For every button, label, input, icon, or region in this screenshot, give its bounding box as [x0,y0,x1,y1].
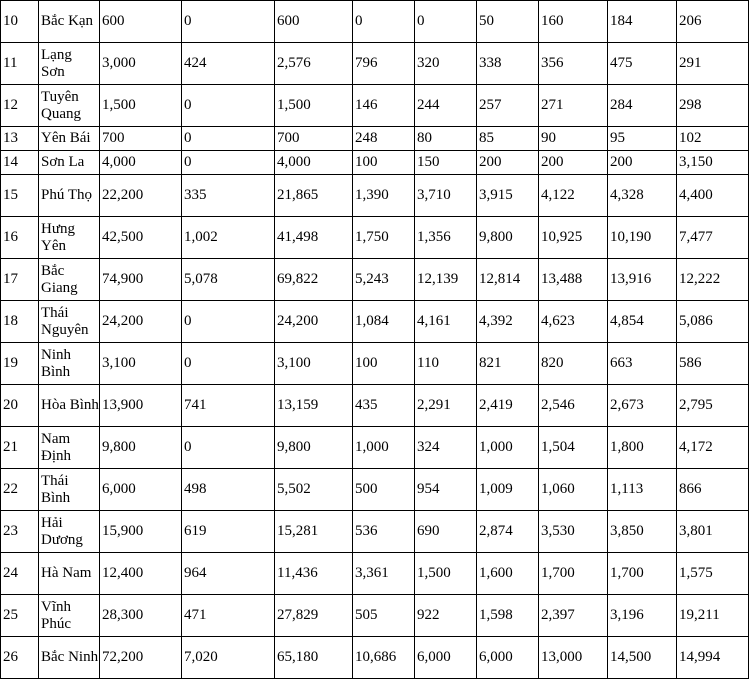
value-cell-c9: 291 [677,43,749,85]
table-row [1,217,749,259]
value-cell-c6: 1,009 [477,469,539,511]
value-cell-c8: 4,328 [608,175,677,217]
value-cell-c5: 12,139 [415,259,477,301]
value-cell-c3: 21,865 [275,175,353,217]
table-row [1,301,749,343]
row-number-cell: 19 [1,343,39,385]
value-cell-c2: 619 [182,511,275,553]
value-cell-c6: 1,000 [477,427,539,469]
value-cell-c8: 2,673 [608,385,677,427]
value-cell-c9: 4,172 [677,427,749,469]
value-cell-c6: 2,419 [477,385,539,427]
province-name-cell: Hưng Yên [39,217,100,259]
province-name-cell: Bắc Ninh [39,637,100,679]
value-cell-c3: 13,159 [275,385,353,427]
value-cell-c8: 95 [608,127,677,151]
value-cell-c8: 1,113 [608,469,677,511]
value-cell-c8: 663 [608,343,677,385]
value-cell-c2: 7,020 [182,637,275,679]
province-name-cell: Vĩnh Phúc [39,595,100,637]
value-cell-c5: 324 [415,427,477,469]
value-cell-c8: 10,190 [608,217,677,259]
value-cell-c7: 13,000 [539,637,608,679]
value-cell-c4: 796 [353,43,415,85]
table-body [1,1,749,679]
province-name-cell: Phú Thọ [39,175,100,217]
value-cell-c7: 200 [539,151,608,175]
value-cell-c9: 2,795 [677,385,749,427]
value-cell-c5: 150 [415,151,477,175]
value-cell-c2: 471 [182,595,275,637]
table-row [1,511,749,553]
value-cell-c3: 27,829 [275,595,353,637]
value-cell-c3: 4,000 [275,151,353,175]
value-cell-c4: 435 [353,385,415,427]
value-cell-c4: 248 [353,127,415,151]
row-number-cell: 17 [1,259,39,301]
value-cell-c8: 1,800 [608,427,677,469]
province-name-cell: Bắc Giang [39,259,100,301]
value-cell-c9: 206 [677,1,749,43]
table-row [1,1,749,43]
value-cell-c6: 200 [477,151,539,175]
table-row [1,151,749,175]
value-cell-c4: 100 [353,151,415,175]
table-row [1,259,749,301]
value-cell-c6: 2,874 [477,511,539,553]
province-name-cell: Nam Định [39,427,100,469]
value-cell-c2: 0 [182,127,275,151]
value-cell-c9: 1,575 [677,553,749,595]
table-row [1,43,749,85]
value-cell-c9: 4,400 [677,175,749,217]
value-cell-c1: 15,900 [100,511,182,553]
province-name-cell: Hà Nam [39,553,100,595]
value-cell-c4: 10,686 [353,637,415,679]
value-cell-c3: 1,500 [275,85,353,127]
value-cell-c7: 90 [539,127,608,151]
value-cell-c4: 1,750 [353,217,415,259]
value-cell-c5: 2,291 [415,385,477,427]
value-cell-c5: 80 [415,127,477,151]
value-cell-c1: 13,900 [100,385,182,427]
value-cell-c4: 1,000 [353,427,415,469]
value-cell-c5: 954 [415,469,477,511]
row-number-cell: 20 [1,385,39,427]
value-cell-c6: 50 [477,1,539,43]
value-cell-c3: 600 [275,1,353,43]
value-cell-c3: 15,281 [275,511,353,553]
row-number-cell: 12 [1,85,39,127]
value-cell-c2: 0 [182,1,275,43]
value-cell-c9: 3,801 [677,511,749,553]
value-cell-c6: 6,000 [477,637,539,679]
row-number-cell: 16 [1,217,39,259]
value-cell-c1: 42,500 [100,217,182,259]
row-number-cell: 10 [1,1,39,43]
row-number-cell: 18 [1,301,39,343]
value-cell-c5: 1,500 [415,553,477,595]
value-cell-c9: 19,211 [677,595,749,637]
value-cell-c9: 866 [677,469,749,511]
value-cell-c7: 820 [539,343,608,385]
value-cell-c8: 3,850 [608,511,677,553]
row-number-cell: 21 [1,427,39,469]
value-cell-c8: 475 [608,43,677,85]
value-cell-c2: 5,078 [182,259,275,301]
value-cell-c9: 586 [677,343,749,385]
row-number-cell: 14 [1,151,39,175]
value-cell-c3: 69,822 [275,259,353,301]
province-name-cell: Lạng Sơn [39,43,100,85]
value-cell-c3: 5,502 [275,469,353,511]
value-cell-c4: 146 [353,85,415,127]
value-cell-c1: 12,400 [100,553,182,595]
value-cell-c6: 257 [477,85,539,127]
value-cell-c8: 3,196 [608,595,677,637]
value-cell-c2: 1,002 [182,217,275,259]
value-cell-c5: 320 [415,43,477,85]
value-cell-c2: 335 [182,175,275,217]
value-cell-c5: 110 [415,343,477,385]
value-cell-c4: 1,390 [353,175,415,217]
value-cell-c7: 2,397 [539,595,608,637]
table-row [1,175,749,217]
table-row [1,553,749,595]
value-cell-c1: 3,000 [100,43,182,85]
value-cell-c2: 0 [182,151,275,175]
value-cell-c4: 1,084 [353,301,415,343]
value-cell-c8: 284 [608,85,677,127]
value-cell-c4: 505 [353,595,415,637]
value-cell-c2: 0 [182,301,275,343]
value-cell-c8: 13,916 [608,259,677,301]
value-cell-c7: 10,925 [539,217,608,259]
value-cell-c7: 4,623 [539,301,608,343]
table-row [1,385,749,427]
value-cell-c2: 0 [182,427,275,469]
value-cell-c7: 1,060 [539,469,608,511]
value-cell-c9: 14,994 [677,637,749,679]
province-name-cell: Ninh Bình [39,343,100,385]
value-cell-c6: 338 [477,43,539,85]
value-cell-c7: 4,122 [539,175,608,217]
value-cell-c3: 65,180 [275,637,353,679]
table-row [1,127,749,151]
value-cell-c4: 5,243 [353,259,415,301]
table-row [1,343,749,385]
value-cell-c3: 11,436 [275,553,353,595]
row-number-cell: 13 [1,127,39,151]
value-cell-c6: 85 [477,127,539,151]
value-cell-c6: 3,915 [477,175,539,217]
value-cell-c3: 24,200 [275,301,353,343]
value-cell-c5: 1,356 [415,217,477,259]
value-cell-c4: 0 [353,1,415,43]
row-number-cell: 24 [1,553,39,595]
value-cell-c7: 1,700 [539,553,608,595]
value-cell-c7: 3,530 [539,511,608,553]
value-cell-c1: 9,800 [100,427,182,469]
value-cell-c2: 964 [182,553,275,595]
value-cell-c5: 244 [415,85,477,127]
value-cell-c8: 4,854 [608,301,677,343]
value-cell-c6: 821 [477,343,539,385]
province-name-cell: Yên Bái [39,127,100,151]
value-cell-c8: 14,500 [608,637,677,679]
value-cell-c8: 200 [608,151,677,175]
row-number-cell: 26 [1,637,39,679]
value-cell-c9: 298 [677,85,749,127]
row-number-cell: 15 [1,175,39,217]
value-cell-c2: 741 [182,385,275,427]
row-number-cell: 11 [1,43,39,85]
table-row [1,427,749,469]
value-cell-c1: 28,300 [100,595,182,637]
value-cell-c3: 700 [275,127,353,151]
value-cell-c4: 500 [353,469,415,511]
value-cell-c3: 9,800 [275,427,353,469]
value-cell-c7: 13,488 [539,259,608,301]
province-name-cell: Hải Dương [39,511,100,553]
value-cell-c9: 12,222 [677,259,749,301]
value-cell-c5: 3,710 [415,175,477,217]
value-cell-c3: 41,498 [275,217,353,259]
value-cell-c1: 600 [100,1,182,43]
value-cell-c5: 922 [415,595,477,637]
value-cell-c5: 690 [415,511,477,553]
value-cell-c7: 1,504 [539,427,608,469]
province-name-cell: Tuyên Quang [39,85,100,127]
value-cell-c3: 3,100 [275,343,353,385]
value-cell-c9: 102 [677,127,749,151]
value-cell-c1: 74,900 [100,259,182,301]
value-cell-c1: 24,200 [100,301,182,343]
table-row [1,469,749,511]
value-cell-c6: 1,600 [477,553,539,595]
value-cell-c4: 3,361 [353,553,415,595]
row-number-cell: 22 [1,469,39,511]
table-row [1,637,749,679]
value-cell-c1: 3,100 [100,343,182,385]
value-cell-c7: 271 [539,85,608,127]
value-cell-c6: 9,800 [477,217,539,259]
value-cell-c1: 22,200 [100,175,182,217]
row-number-cell: 23 [1,511,39,553]
value-cell-c6: 4,392 [477,301,539,343]
value-cell-c7: 160 [539,1,608,43]
value-cell-c4: 536 [353,511,415,553]
value-cell-c7: 2,546 [539,385,608,427]
value-cell-c7: 356 [539,43,608,85]
value-cell-c3: 2,576 [275,43,353,85]
value-cell-c1: 72,200 [100,637,182,679]
value-cell-c4: 100 [353,343,415,385]
value-cell-c9: 3,150 [677,151,749,175]
value-cell-c2: 0 [182,85,275,127]
province-name-cell: Bắc Kạn [39,1,100,43]
province-name-cell: Thái Bình [39,469,100,511]
value-cell-c6: 12,814 [477,259,539,301]
table-row [1,595,749,637]
value-cell-c5: 4,161 [415,301,477,343]
value-cell-c1: 700 [100,127,182,151]
value-cell-c2: 424 [182,43,275,85]
value-cell-c1: 4,000 [100,151,182,175]
value-cell-c9: 5,086 [677,301,749,343]
table-row [1,85,749,127]
value-cell-c2: 498 [182,469,275,511]
province-name-cell: Thái Nguyên [39,301,100,343]
value-cell-c5: 0 [415,1,477,43]
value-cell-c8: 184 [608,1,677,43]
value-cell-c9: 7,477 [677,217,749,259]
value-cell-c1: 1,500 [100,85,182,127]
province-name-cell: Sơn La [39,151,100,175]
province-name-cell: Hòa Bình [39,385,100,427]
value-cell-c2: 0 [182,343,275,385]
value-cell-c5: 6,000 [415,637,477,679]
row-number-cell: 25 [1,595,39,637]
value-cell-c6: 1,598 [477,595,539,637]
value-cell-c1: 6,000 [100,469,182,511]
value-cell-c8: 1,700 [608,553,677,595]
